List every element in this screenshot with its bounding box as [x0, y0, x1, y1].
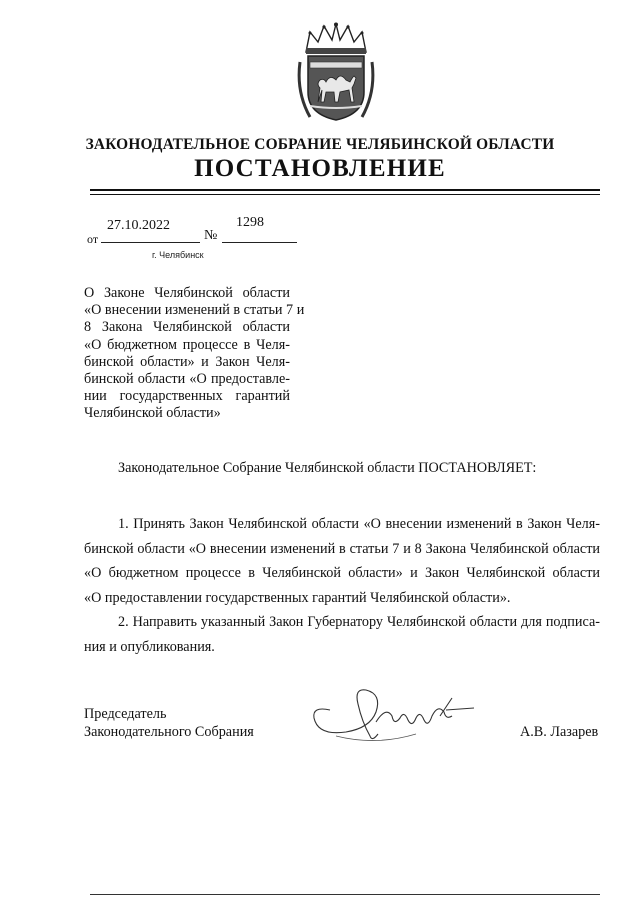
signatory-name: А.В. Лазарев — [520, 724, 599, 740]
page-bottom-rule — [90, 894, 600, 895]
subject-line: бинской области» и Закон Челя- — [84, 353, 290, 370]
header-rule-thin — [90, 194, 600, 195]
document-body — [84, 512, 600, 660]
city-label: г. Челябинск — [152, 250, 204, 260]
preamble: Законодательное Собрание Челябинской области ПОСТАНОВЛЯЕТ: — [118, 460, 537, 476]
organization-title: ЗАКОНОДАТЕЛЬНОЕ СОБРАНИЕ ЧЕЛЯБИНСКОЙ ОБЛАСТИ — [85, 136, 555, 153]
header-rule-thick — [90, 189, 600, 191]
signatory-title — [84, 706, 254, 741]
handwritten-signature — [306, 676, 486, 746]
document-type-title: ПОСТАНОВЛЕНИЕ — [194, 155, 446, 182]
subject-line: «О бюджетном процессе в Челя- — [84, 336, 290, 353]
date-underline — [101, 242, 200, 243]
item1-line: бинской области «О внесении изменений в статьи 7 и 8 Закона Челябинской области — [84, 540, 600, 557]
subject-line: Челябинской области» — [84, 405, 221, 422]
item1-line: 1. Принять Закон Челябинской области «О внесении изменений в Закон Челя- — [118, 516, 600, 532]
item2-line: ния и опубликования. — [84, 638, 215, 655]
subject-line: нии государственных гарантий — [84, 388, 290, 405]
date-prefix-label: от — [87, 232, 99, 246]
item1-line: «О предоставлении государственных гарантий Челябинской области». — [84, 589, 511, 606]
subject-line: бинской области «О предоставле- — [84, 371, 290, 388]
signatory-title-line: Председатель — [84, 706, 167, 722]
number-prefix-label: № — [204, 228, 218, 243]
number-underline — [222, 242, 297, 243]
subject-line: О Законе Челябинской области — [84, 285, 290, 301]
chelyabinsk-coat-of-arms-icon — [296, 22, 376, 122]
item1-line: «О бюджетном процессе в Челябинской области» и Закон Челябинской области — [84, 565, 600, 582]
subject-line: 8 Закона Челябинской области — [84, 319, 290, 336]
signatory-title-line: Законодательного Собрания — [84, 723, 254, 740]
document-number: 1298 — [236, 215, 264, 230]
document-date: 27.10.2022 — [107, 218, 170, 233]
item2-line: 2. Направить указанный Закон Губернатору Челябинской области для подписа- — [118, 614, 600, 631]
subject-line: «О внесении изменений в статьи 7 и — [84, 302, 305, 319]
document-subject — [84, 285, 305, 423]
